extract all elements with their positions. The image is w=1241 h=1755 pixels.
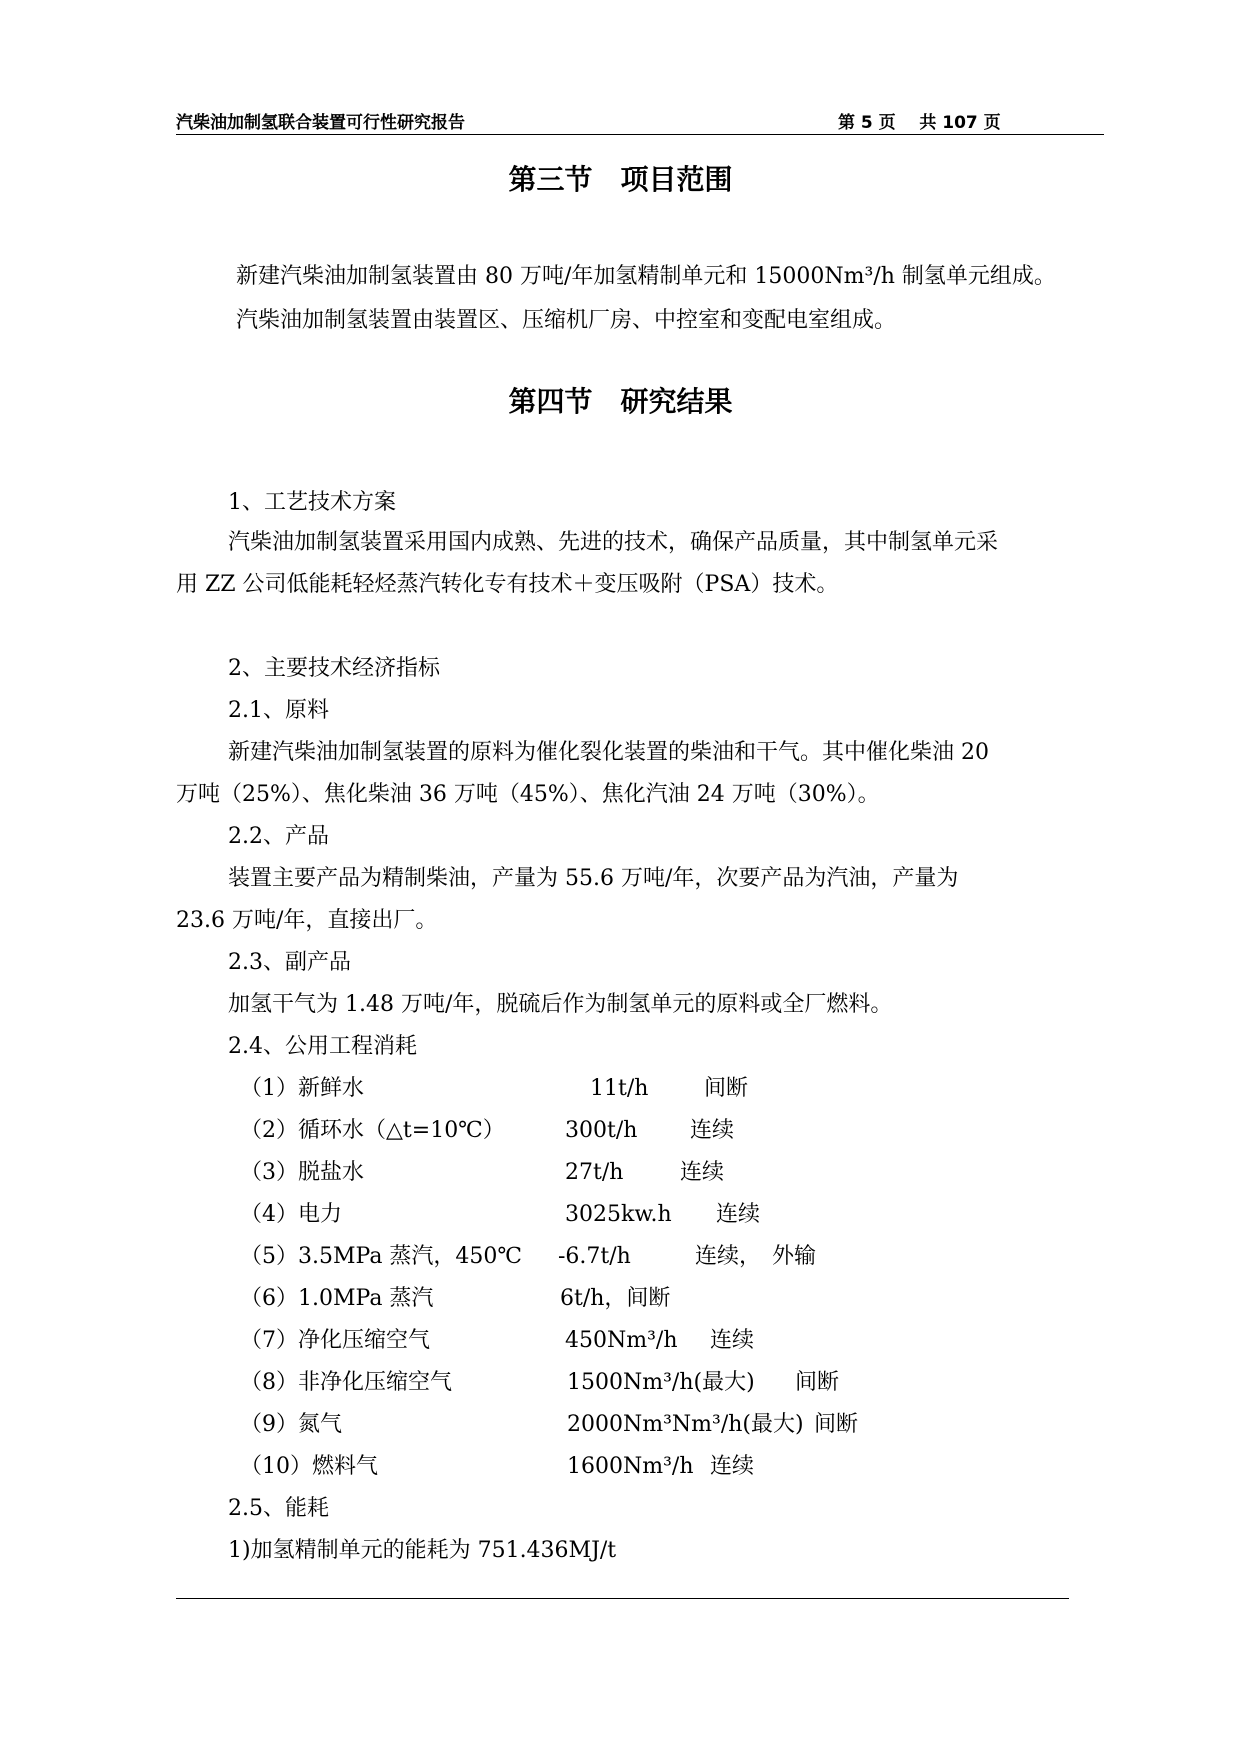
utility-value: 1600Nm³/h	[567, 1454, 694, 1479]
utility-name: （3）脱盐水	[240, 1160, 364, 1185]
paragraph: 新建汽柴油加制氢装置由 80 万吨/年加氢精制单元和 15000Nm³/h 制氢单元组成。	[236, 264, 1056, 289]
utility-mode: 间断	[795, 1370, 840, 1395]
utility-mode: 间断	[704, 1076, 749, 1101]
utility-value: 27t/h	[565, 1160, 624, 1185]
utility-name: （9）氮气	[240, 1412, 342, 1437]
utility-mode: 间断	[814, 1412, 859, 1437]
utility-mode: 连续， 外输	[695, 1244, 817, 1269]
item-title: 2、主要技术经济指标	[228, 656, 440, 681]
page-number: 第 5 页 共 107 页	[838, 113, 1001, 133]
utility-value: -6.7t/h	[558, 1244, 631, 1269]
utility-name: （7）净化压缩空气	[240, 1328, 430, 1353]
utility-name: （10）燃料气	[240, 1454, 378, 1479]
utility-value: 1500Nm³/h(最大)	[567, 1370, 755, 1395]
paragraph: 装置主要产品为精制柴油，产量为 55.6 万吨/年，次要产品为汽油，产量为	[228, 866, 959, 891]
utility-value: 6t/h，间断	[560, 1286, 671, 1311]
paragraph: 万吨（25%）、焦化柴油 36 万吨（45%）、焦化汽油 24 万吨（30%）。	[176, 782, 880, 807]
subsection-title: 2.5、能耗	[228, 1496, 329, 1521]
utility-value: 3025kw.h	[565, 1202, 672, 1227]
utility-mode: 连续	[690, 1118, 735, 1143]
footer-rule	[176, 1598, 1069, 1599]
subsection-title: 2.3、副产品	[228, 950, 351, 975]
subsection-title: 2.1、原料	[228, 698, 329, 723]
utility-mode: 连续	[680, 1160, 725, 1185]
utility-value: 2000Nm³Nm³/h(最大)	[567, 1412, 804, 1437]
paragraph: 加氢干气为 1.48 万吨/年，脱硫后作为制氢单元的原料或全厂燃料。	[228, 992, 893, 1017]
utility-mode: 连续	[716, 1202, 761, 1227]
utility-name: （1）新鲜水	[240, 1076, 364, 1101]
item-title: 1、工艺技术方案	[228, 490, 396, 515]
utility-name: （2）循环水（△t=10℃）	[240, 1118, 505, 1143]
utility-name: （5）3.5MPa 蒸汽，450℃	[240, 1244, 523, 1269]
paragraph: 用 ZZ 公司低能耗轻烃蒸汽转化专有技术＋变压吸附（PSA）技术。	[176, 572, 839, 597]
utility-name: （8）非净化压缩空气	[240, 1370, 452, 1395]
section-4-heading: 第四节 研究结果	[508, 385, 733, 418]
utility-name: （4）电力	[240, 1202, 342, 1227]
utility-name: （6）1.0MPa 蒸汽	[240, 1286, 434, 1311]
utility-mode: 连续	[710, 1454, 755, 1479]
paragraph: 新建汽柴油加制氢装置的原料为催化裂化装置的柴油和干气。其中催化柴油 20	[228, 740, 989, 765]
paragraph: 1)加氢精制单元的能耗为 751.436MJ/t	[228, 1538, 617, 1563]
subsection-title: 2.4、公用工程消耗	[228, 1034, 417, 1059]
utility-mode: 连续	[710, 1328, 755, 1353]
section-3-heading: 第三节 项目范围	[508, 163, 733, 196]
paragraph: 23.6 万吨/年，直接出厂。	[176, 908, 438, 933]
subsection-title: 2.2、产品	[228, 824, 329, 849]
document-title: 汽柴油加制氢联合装置可行性研究报告	[176, 113, 465, 133]
paragraph: 汽柴油加制氢装置由装置区、压缩机厂房、中控室和变配电室组成。	[236, 308, 897, 333]
utility-value: 11t/h	[590, 1076, 649, 1101]
utility-value: 450Nm³/h	[565, 1328, 678, 1353]
utility-value: 300t/h	[565, 1118, 638, 1143]
paragraph: 汽柴油加制氢装置采用国内成熟、先进的技术，确保产品质量，其中制氢单元采	[228, 530, 999, 555]
page-header	[176, 104, 1104, 135]
